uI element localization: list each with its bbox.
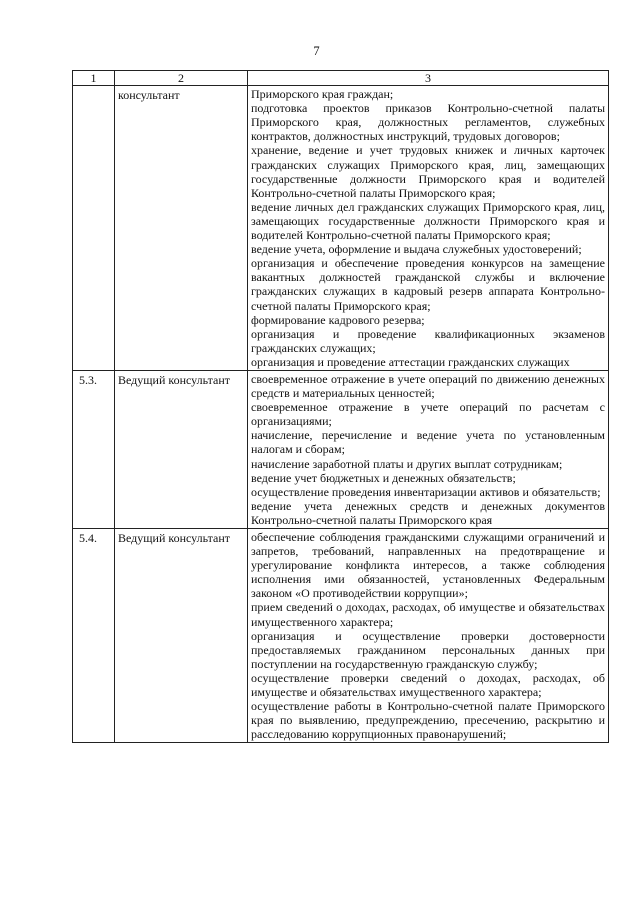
- duty-item: своевременное отражение в учете операций по расчетам с организациями;: [251, 400, 605, 429]
- row-position: Ведущий консультант: [115, 529, 248, 743]
- duty-item: прием сведений о доходах, расходах, об имуществе и обязательствах имущественного характера;: [251, 600, 605, 629]
- duty-item: организация и проведение аттестации гражданских служащих: [251, 354, 570, 369]
- duty-item: ведение учета, оформление и выдача служебных удостоверений;: [251, 242, 582, 257]
- column-header-number: 1: [73, 71, 115, 86]
- row-duties: [248, 370, 609, 528]
- page-number: 7: [313, 44, 320, 58]
- duty-item: формирование кадрового резерва;: [251, 312, 425, 327]
- table-row: [73, 529, 609, 743]
- table-header-row: [73, 71, 609, 86]
- duty-item: ведение личных дел гражданских служащих Приморского края, лиц, замещающих государственные должности Приморского края и водителей Контрольно-счетной палаты Приморского края;: [251, 199, 605, 243]
- duty-item: осуществление проверки сведений о доходах, расходах, об имуществе и обязательствах имущественного характера;: [251, 670, 605, 700]
- row-position: консультант: [115, 86, 248, 371]
- duty-item: организация и осуществление проверки достоверности предоставляемых гражданином персональных данных при поступлении на государственную гражданскую службу;: [251, 628, 605, 671]
- table-row: [73, 370, 609, 528]
- duty-item: подготовка проектов приказов Контрольно-счетной палаты Приморского края, должностных регламентов, служебных контрактов, должностных инструкций, трудовых договоров;: [251, 101, 605, 144]
- duties-table: [72, 70, 609, 743]
- duty-item: ведение учета денежных средств и денежных документов Контрольно-счетной палаты Приморского края: [251, 498, 605, 527]
- duty-item: Приморского края граждан;: [251, 87, 394, 102]
- duty-item: осуществление работы в Контрольно-счетной палате Приморского края по выявлению, предупреждению, пресечению, раскрытию и расследованию коррупционных правонарушений;: [251, 699, 605, 742]
- row-number: 5.4.: [73, 529, 115, 743]
- duty-item: начисление заработной платы и других выплат сотрудникам;: [251, 456, 563, 471]
- duty-item: организация и обеспечение проведения конкурсов на замещение вакантных должностей гражданской службы и включение гражданских служащих в кадровый резерв аппарата Контрольно-счетной палаты Приморского края;: [251, 256, 605, 313]
- column-header-position: 2: [115, 71, 248, 86]
- row-number: [73, 86, 115, 371]
- duty-item: своевременное отражение в учете операций по движению денежных средств и материальных ценностей;: [251, 371, 605, 401]
- duty-item: начисление, перечисление и ведение учета по установленным налогам и сборам;: [251, 428, 605, 457]
- column-header-duties: 3: [248, 71, 609, 86]
- duty-item: обеспечение соблюдения гражданскими служащими ограничений и запретов, требований, направленных на предотвращение и урегулирование конфликта интересов, а также соблюдения исполнения ими обязанностей, установленных Федеральным законом «О противодействии коррупции»;: [251, 530, 605, 601]
- row-duties: [248, 529, 609, 743]
- duty-item: ведение учет бюджетных и денежных обязательств;: [251, 470, 516, 485]
- duty-item: хранение, ведение и учет трудовых книжек и личных карточек гражданских служащих Приморского края, лиц, замещающих государственные должности Приморского края и водителей Контрольно-счетной палаты Приморского края;: [251, 143, 605, 200]
- duty-item: осуществление проведения инвентаризации активов и обязательств;: [251, 484, 601, 499]
- duty-item: организация и проведение квалификационных экзаменов гражданских служащих;: [251, 326, 605, 355]
- row-position: Ведущий консультант: [115, 370, 248, 528]
- row-duties: [248, 86, 609, 371]
- row-number: 5.3.: [73, 370, 115, 528]
- table-row: [73, 86, 609, 371]
